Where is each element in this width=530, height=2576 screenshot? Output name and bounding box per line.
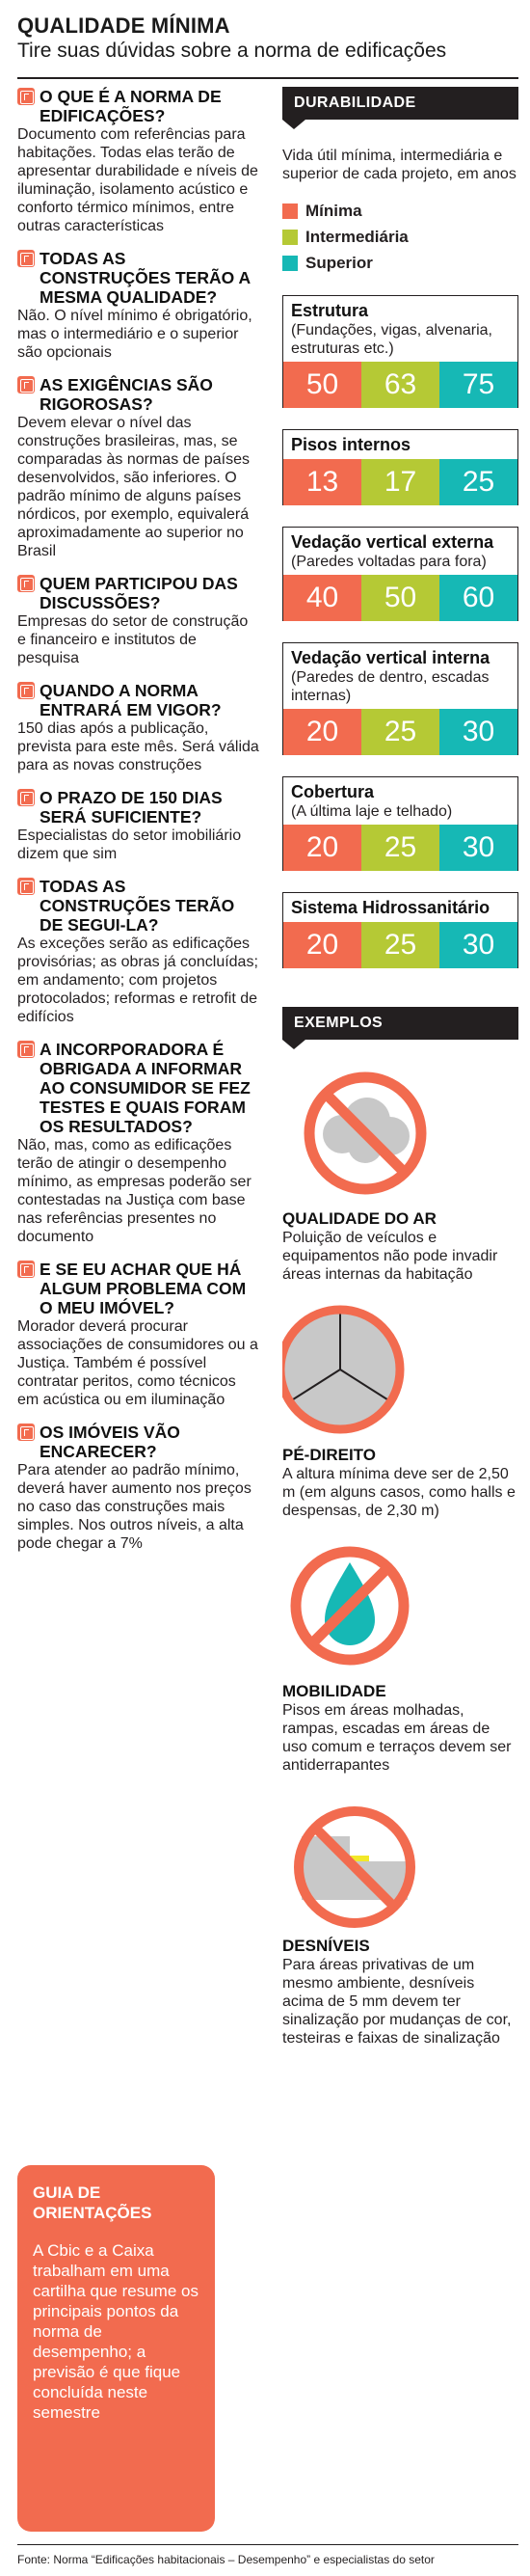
question-icon <box>17 250 35 267</box>
answer-text: Documento com referências para habitações. Todas elas terão de apresentar durabilidade e níveis de iluminação, isolamento acústico e conforto térmico mínimos, entre outras características <box>17 126 258 234</box>
card-values <box>283 459 517 505</box>
example-text: Poluição de veículos e equipamentos não pode invadir áreas internas da habitação <box>282 1230 498 1283</box>
question-text: O QUE É A NORMA DE EDIFICAÇÕES? <box>40 87 222 125</box>
durability-card <box>282 892 518 968</box>
card-values <box>283 575 517 621</box>
question-icon <box>17 789 35 806</box>
answer-text: Não. O nível mínimo é obrigatório, mas o intermediário e o superior são opcionais <box>17 308 252 361</box>
durability-cards <box>282 295 518 968</box>
qa-item <box>17 877 260 1026</box>
question <box>17 1040 260 1136</box>
qa-item <box>17 1260 260 1409</box>
value-cell: 30 <box>439 709 517 755</box>
page-title: QUALIDADE MÍNIMA <box>17 14 230 38</box>
value-cell: 25 <box>361 709 439 755</box>
example-item <box>282 1788 518 2047</box>
question-icon <box>17 575 35 592</box>
ceiling-height-icon <box>282 1297 446 1442</box>
header <box>17 14 518 64</box>
question-icon <box>17 1041 35 1058</box>
question-text: OS IMÓVEIS VÃO ENCARECER? <box>40 1423 180 1461</box>
value-cell: 20 <box>283 922 361 968</box>
value-cell: 25 <box>361 922 439 968</box>
card-title: Estrutura <box>291 301 369 320</box>
example-title: DESNÍVEIS <box>282 1937 370 1955</box>
qa-item <box>17 375 260 560</box>
question <box>17 375 260 414</box>
example-title: PÉ-DIREITO <box>282 1446 376 1464</box>
question-text: QUANDO A NORMA ENTRARÁ EM VIGOR? <box>40 681 222 719</box>
guide-text: A Cbic e a Caixa trabalham em uma cartilha que resume os principais pontos da norma de desempenho; a previsão é que fique concluída neste semestre <box>33 2241 199 2422</box>
question-icon <box>17 1424 35 1441</box>
example-text: Pisos em áreas molhadas, rampas, escadas em áreas de uso comum e terraços devem ser antiderrapantes <box>282 1702 512 1774</box>
top-divider <box>17 77 518 79</box>
card-title: Vedação vertical externa <box>291 532 494 552</box>
value-cell: 20 <box>283 825 361 871</box>
question-icon <box>17 878 35 895</box>
answer-text: Especialistas do setor imobiliário dizem que sim <box>17 827 242 862</box>
question-icon <box>17 682 35 699</box>
guide-title: GUIA DE ORIENTAÇÕES <box>33 2183 152 2222</box>
example-text: A altura mínima deve ser de 2,50 m (em alguns casos, como halls e despensas, de 2,30 m) <box>282 1466 516 1519</box>
bottom-divider <box>17 2544 518 2545</box>
air-pollution-prohibited-icon <box>282 1061 446 1206</box>
question-text: O PRAZO DE 150 DIAS SERÁ SUFICIENTE? <box>40 788 223 827</box>
value-cell: 75 <box>439 362 517 408</box>
value-cell: 50 <box>361 575 439 621</box>
value-cell: 30 <box>439 922 517 968</box>
answer-text: Morador deverá procurar associações de consumidores ou a Justiça. Também é possível contratar peritos, como técnicos em acústica ou em iluminação <box>17 1318 258 1408</box>
question <box>17 1260 260 1317</box>
example-item <box>282 1061 518 1284</box>
durability-card <box>282 776 518 871</box>
card-subtitle: (A última laje e telhado) <box>291 803 453 820</box>
source-note: Fonte: Norma “Edificações habitacionais – Desempenho” e especialistas do setor <box>17 2553 435 2566</box>
legend-label: Superior <box>305 254 373 272</box>
question <box>17 877 260 935</box>
question-icon <box>17 376 35 393</box>
qa-item <box>17 87 260 235</box>
example-item <box>282 1297 518 1520</box>
qa-item <box>17 1040 260 1246</box>
value-cell: 40 <box>283 575 361 621</box>
value-cell: 17 <box>361 459 439 505</box>
legend-item <box>282 253 518 274</box>
heading-pointer <box>282 1040 305 1049</box>
question <box>17 574 260 612</box>
question <box>17 249 260 307</box>
value-cell: 25 <box>439 459 517 505</box>
examples-list <box>282 1061 518 2047</box>
legend-label: Intermediária <box>305 228 409 246</box>
value-cell: 13 <box>283 459 361 505</box>
answer-text: 150 dias após a publicação, prevista para este mês. Será válida para as novas construções <box>17 720 259 773</box>
qa-item <box>17 681 260 774</box>
answer-text: Empresas do setor de construção e financeiro e institutos de pesquisa <box>17 613 249 666</box>
page-subtitle: Tire suas dúvidas sobre a norma de edificações <box>17 40 447 62</box>
qa-item <box>17 574 260 667</box>
question <box>17 1423 260 1461</box>
value-cell: 30 <box>439 825 517 871</box>
card-subtitle: (Paredes voltadas para fora) <box>291 554 487 570</box>
answer-text: Não, mas, como as edificações terão de atingir o desempenho mínimo, as empresas poderão ser contestadas na Justiça com base nas referências presentes no documento <box>17 1137 252 1245</box>
qa-item <box>17 249 260 362</box>
question-text: AS EXIGÊNCIAS SÃO RIGOROSAS? <box>40 375 213 414</box>
question-text: TODAS AS CONSTRUÇÕES TERÃO DE SEGUI-LA? <box>40 877 235 935</box>
legend-label: Mínima <box>305 202 362 220</box>
card-values <box>283 825 517 871</box>
qa-item <box>17 788 260 863</box>
question-text: TODAS AS CONSTRUÇÕES TERÃO A MESMA QUALIDADE? <box>40 249 251 307</box>
question <box>17 87 260 125</box>
durability-heading: DURABILIDADE <box>282 87 518 120</box>
example-item <box>282 1533 518 1775</box>
legend <box>282 201 518 274</box>
card-title: Pisos internos <box>291 435 411 454</box>
durability-card <box>282 642 518 755</box>
slippery-water-prohibited-icon <box>282 1533 446 1678</box>
value-cell: 25 <box>361 825 439 871</box>
legend-swatch <box>282 256 298 271</box>
card-title: Sistema Hidrossanitário <box>291 898 490 917</box>
durability-card <box>282 429 518 505</box>
legend-item <box>282 201 518 222</box>
card-values <box>283 709 517 755</box>
durability-card <box>282 527 518 621</box>
card-title: Cobertura <box>291 782 375 801</box>
value-cell: 50 <box>283 362 361 408</box>
answer-text: As exceções serão as edificações provisórias; as obras já concluídas; em andamento; com projetos protocolados; reformas e retrofit de edifícios <box>17 935 258 1025</box>
heading-pointer <box>282 120 305 129</box>
guide-box <box>17 2165 215 2532</box>
level-difference-prohibited-icon <box>282 1788 446 1933</box>
example-text: Para áreas privativas de um mesmo ambiente, desníveis acima de 5 mm devem ter sinalização por mudanças de cor, testeiras e faixas de sinalização <box>282 1957 512 2047</box>
card-values <box>283 922 517 968</box>
question <box>17 681 260 719</box>
question-icon <box>17 1261 35 1278</box>
right-column <box>282 87 518 2047</box>
card-title: Vedação vertical interna <box>291 648 490 667</box>
question-text: A INCORPORADORA É OBRIGADA A INFORMAR AO CONSUMIDOR SE FEZ TESTES E QUAIS FORAM OS RESULTADOS? <box>40 1040 251 1136</box>
card-subtitle: (Fundações, vigas, alvenaria, estruturas etc.) <box>291 322 492 357</box>
legend-swatch <box>282 203 298 219</box>
value-cell: 60 <box>439 575 517 621</box>
legend-item <box>282 227 518 248</box>
question-text: QUEM PARTICIPOU DAS DISCUSSÕES? <box>40 574 238 612</box>
value-cell: 63 <box>361 362 439 408</box>
value-cell: 20 <box>283 709 361 755</box>
answer-text: Para atender ao padrão mínimo, deverá haver aumento nos preços no caso das construções mais simples. Nos outros níveis, a alta pode chegar a 7% <box>17 1462 252 1552</box>
question-icon <box>17 88 35 105</box>
card-values <box>283 362 517 408</box>
qa-item <box>17 1423 260 1553</box>
example-title: MOBILIDADE <box>282 1682 386 1700</box>
answer-text: Devem elevar o nível das construções brasileiras, mas, se comparadas às normas de países desenvolvidos, são inferiores. O padrão mínimo de alguns países nórdicos, por exemplo, equivalerá aproximadamente ao superior no Brasil <box>17 415 251 559</box>
legend-swatch <box>282 230 298 245</box>
examples-heading: EXEMPLOS <box>282 1007 518 1040</box>
question-text: E SE EU ACHAR QUE HÁ ALGUM PROBLEMA COM O MEU IMÓVEL? <box>40 1260 247 1317</box>
example-title: QUALIDADE DO AR <box>282 1209 437 1228</box>
qa-column <box>17 87 260 1566</box>
card-subtitle: (Paredes de dentro, escadas internas) <box>291 669 490 704</box>
question <box>17 788 260 827</box>
durability-intro: Vida útil mínima, intermediária e superior de cada projeto, em anos <box>282 148 517 182</box>
durability-card <box>282 295 518 408</box>
